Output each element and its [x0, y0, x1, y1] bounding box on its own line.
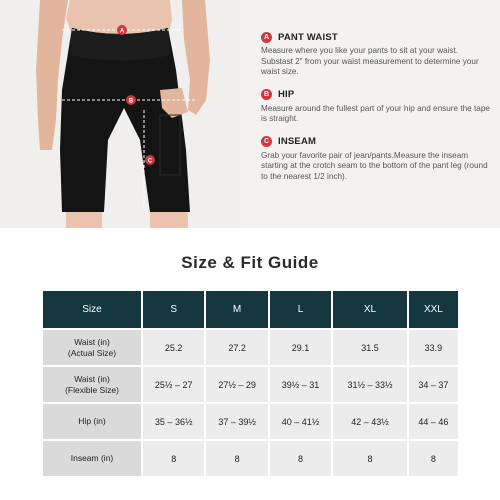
measure-inseam: [261, 135, 491, 183]
header-cell: L: [270, 291, 331, 328]
table-row: [43, 330, 458, 365]
table-cell: 25.2: [143, 330, 204, 365]
row-label: [43, 404, 141, 439]
table-cell: 27½ – 29: [206, 367, 267, 402]
marker-b: B: [128, 98, 134, 105]
table-row: [43, 441, 458, 476]
header-cell: S: [143, 291, 204, 328]
table-cell: 8: [409, 441, 458, 476]
badge-a: A: [261, 32, 272, 43]
header-cell: XL: [333, 291, 407, 328]
row-label: [43, 367, 141, 402]
table-cell: 29.1: [270, 330, 331, 365]
measure-hip: [261, 88, 491, 125]
table-cell: 34 – 37: [409, 367, 458, 402]
row-label-line1: Waist (in): [74, 336, 110, 347]
table-header-row: [43, 291, 458, 328]
table-cell: 39½ – 31: [270, 367, 331, 402]
shorts-illustration: [0, 0, 240, 228]
table-row: [43, 367, 458, 402]
row-label-line1: Inseam (in): [70, 453, 114, 463]
table-cell: 37 – 39½: [206, 404, 267, 439]
page-title: Size & Fit Guide: [181, 253, 319, 272]
header-cell: M: [206, 291, 267, 328]
measure-title: INSEAM: [278, 136, 317, 147]
row-label-line1: Hip (in): [78, 416, 106, 426]
row-label-line2: (Actual Size): [67, 347, 117, 358]
measure-title: HIP: [278, 89, 295, 100]
row-label-line1: Waist (in): [74, 373, 110, 384]
measure-text: Grab your favorite pair of jean/pants.Measure the inseam starting at the crotch seam to the bottom of the pant leg (round to the nearest 1/2 inch).: [261, 150, 488, 181]
table-cell: 42 – 43½: [333, 404, 407, 439]
marker-a: A: [119, 28, 125, 35]
measure-text: Measure where you like your pants to sit at your waist. Substast 2" from your waist measurement to determine your waist size.: [261, 46, 479, 76]
table-cell: 44 – 46: [409, 404, 458, 439]
badge-b: B: [261, 89, 272, 100]
row-label-line2: (Flexible Size): [65, 384, 119, 395]
header-cell: XXL: [409, 291, 458, 328]
badge-c: C: [261, 136, 272, 147]
top-banner: [0, 0, 500, 228]
model-photo: [0, 0, 240, 228]
table-cell: 8: [270, 441, 331, 476]
table-cell: 31½ – 33½: [333, 367, 407, 402]
marker-c: C: [147, 158, 153, 165]
table-cell: 35 – 36½: [143, 404, 204, 439]
measure-waist: [261, 30, 491, 78]
table-cell: 8: [333, 441, 407, 476]
table-cell: 31.5: [333, 330, 407, 365]
table-cell: 33.9: [409, 330, 458, 365]
table-cell: 8: [143, 441, 204, 476]
header-cell: Size: [43, 291, 141, 328]
table-row: [43, 404, 458, 439]
table-cell: 8: [206, 441, 267, 476]
measurement-instructions: [261, 30, 491, 192]
size-table: [41, 289, 460, 478]
table-cell: 27.2: [206, 330, 267, 365]
row-label: [43, 330, 141, 365]
table-cell: 40 – 41½: [270, 404, 331, 439]
table-cell: 25½ – 27: [143, 367, 204, 402]
measure-title: PANT WAIST: [278, 31, 338, 43]
row-label: [43, 441, 141, 476]
measure-text: Measure around the fullest part of your hip and ensure the tape is straight.: [261, 103, 490, 123]
